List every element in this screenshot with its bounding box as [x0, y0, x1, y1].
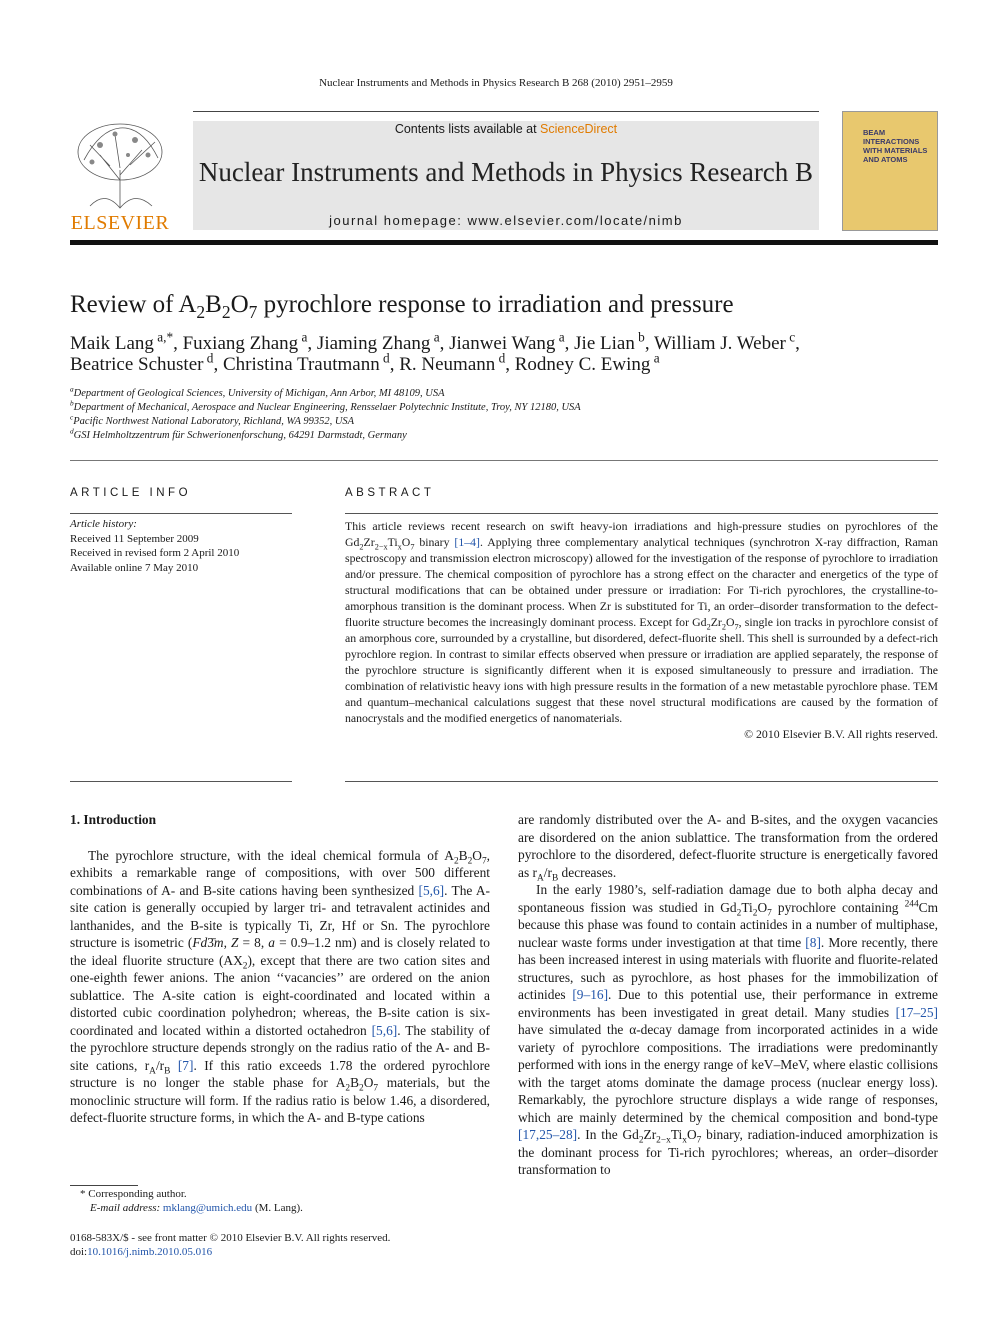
email-link[interactable]: mklang@umich.edu	[162, 1202, 253, 1214]
journal-title: Nuclear Instruments and Methods in Physics Research B	[198, 157, 814, 187]
footnote-rule	[70, 1185, 138, 1186]
abstract-text: This article reviews recent research on swift heavy-ion irradiations and high-pressure studies on pyrochlores of the $Gd_2Zr_{2-x}Ti_xO_7$ binary [1–4]. Applying three complementary analytical techniques (synchrotron X-ray diffraction, Raman spectroscopy and transmission electron microscopy) allowed for the investigation of the response of pyrochlore to irradiation and/or pressure. The chemical composition of pyrochlore has a strong effect on the character and energetics of the type of structural modifications that can be obtained under pressure or irradiation: For Ti-rich pyrochlores, the crystalline-to-amorphous transition is the dominant process. When Zr is substituted for Ti, an order–disorder transformation to the defect-fluorite structure becomes the increasingly dominant process. Except for $Gd_2Zr_2O_7$, single ion tracks in pyrochlore consist of an amorphous core, surrounded by a crystalline, but disordered, defect-fluorite shell. This shell is surrounded by a defect-rich pyrochlore region. In contrast to similar effects observed when pressure or irradiation are applied separately, the response of the pyrochlore structure is significantly different when it is exposed simultaneously to pressure and irradiation. The combination of relativistic heavy ions with high pressure results in the formation of a new metastable pyrochlore phase. TEM and quantum–mechanical calculations suggest that these novel structural modifications are caused by the formation of nanocrystals and the modified energetics of nanomaterials. © 2010 Elsevier B.V. All rights reserved.	[345, 519, 938, 741]
copyright-line: © 2010 Elsevier B.V. All rights reserved.	[744, 727, 938, 741]
affiliations	[70, 384, 581, 443]
publication-info	[70, 1231, 390, 1259]
sciencedirect-link[interactable]: ScienceDirect	[540, 122, 618, 136]
received-date: Received 11 September 2009	[70, 532, 199, 545]
email-note: E-mail address: mklang@umich.edu (M. Lang).	[90, 1202, 303, 1214]
history-label: Article history:	[70, 518, 137, 530]
article-info-label: ARTICLE INFO	[70, 487, 192, 499]
article-history	[70, 517, 239, 575]
body-column-left	[70, 811, 490, 1127]
contents-prefix: Contents lists available at	[394, 122, 541, 136]
corresponding-author-note: * Corresponding author.	[80, 1188, 187, 1200]
journal-banner	[193, 121, 819, 230]
journal-citation: Nuclear Instruments and Methods in Physics Research B 268 (2010) 2951–2959	[319, 77, 673, 89]
author-list	[70, 329, 950, 375]
authors-line-2: Beatrice Schuster $^d$, Christina Trautmann $^d$, R. Neumann $^d$, Rodney C. Ewing $^a$	[70, 350, 660, 375]
affiliation-b: $^b$Department of Mechanical, Aerospace and Nuclear Engineering, Rensselaer Polytechnic Institute, Troy, NY 12180, USA	[70, 398, 581, 413]
contents-line	[193, 121, 819, 136]
cover-title: BEAM INTERACTIONS WITH MATERIALS AND ATOMS	[863, 128, 928, 164]
footnote	[70, 1187, 303, 1215]
header-thick-rule	[70, 240, 938, 245]
affiliation-c: $^c$Pacific Northwest National Laboratory, Richland, WA 99352, USA	[70, 412, 355, 427]
article-info-bottom-rule	[70, 781, 292, 782]
affiliation-a: $^a$Department of Geological Sciences, University of Michigan, Ann Arbor, MI 48109, USA	[70, 384, 445, 399]
abstract-rule	[345, 513, 938, 514]
journal-cover	[842, 111, 938, 231]
affiliation-rule	[70, 460, 938, 461]
revised-date: Received in revised form 2 April 2010	[70, 547, 240, 559]
article-info-rule	[70, 513, 292, 514]
elsevier-wordmark: ELSEVIER	[70, 212, 170, 234]
paragraph: The pyrochlore structure, with the ideal chemical formula of $A_2B_2O_7$, exhibits a remarkable range of compositions, with over 500 different combinations of A- and B-site cations having been synthesized [5,6]. The A-site cation is generally occupied by larger tri- and tetravalent actinides and lanthanides, and the B-site is typically Ti, Zr, Hf or Sn. The pyrochlore structure is isometric (Fd3̄m, Z = 8, a = 0.9–1.2 nm) and is closely related to the ideal fluorite structure $(AX_2)$, except that there are two cation sites and one-eighth fewer anions. The anion ‘‘vacancies’’ are ordered on the anion sublattice. The A-site cation is eight-coordinated and located within a distorted cubic coordination polyhedron; whereas, the B-site cation is six-coordinated and located within a distorted octahedron [5,6]. The stability of the pyrochlore structure depends strongly on the radius ratio of the A- and B-site cations, $r_A/r_B$ [7]. If this ratio exceeds 1.78 the ordered pyrochlore structure is no longer the stable phase for $A_2B_2O_7$ materials, but the monoclinic structure will form. If the radius ratio is below 1.46, a disordered, defect-fluorite structure forms, in which the A- and B-type cations	[70, 847, 490, 1125]
abstract-label: ABSTRACT	[345, 487, 435, 499]
section-heading-introduction: 1. Introduction	[70, 812, 157, 827]
body-column-right	[518, 811, 938, 1179]
paragraph: In the early 1980’s, self-radiation damage due to both alpha decay and spontaneous fission was studied in $Gd_2Ti_2O_7$ pyrochlore containing $^{244}$Cm because this phase was found to contain actinides in a number of multiphase, nuclear waste forms under investigation at that time [8]. More recently, there has been increased interest in using materials with fluorite and fluorite-related structures, such as pyrochlore, as host phases for the immobilization of actinides [9–16]. Due to this potential use, their performance in extreme environments has been investigated in great detail. Many studies [17–25] have simulated the α-decay damage from incorporated actinides in a wide variety of pyrochlore compositions. The irradiations were predominantly performed with ions in the energy range of keV–MeV, where elastic collisions with the target atoms dominate the damage process (nuclear energy loss). Remarkably, the pyrochlore structure displays a wide range of responses, which are mainly determined by the chemical composition and bond-type [17,25–28]. In the $Gd_2Zr_{2-x}Ti_xO_7$ binary, radiation-induced amorphization is the dominant process for Ti-rich pyrochlores; whereas, an order–disorder transformation to	[518, 882, 938, 1177]
paragraph: are randomly distributed over the A- and B-sites, and the oxygen vacancies are disordered on the anion sublattice. The transformation from the ordered pyrochlore to the disordered, defect-fluorite structure is energetically favored as $r_A/r_B$ decreases.	[518, 812, 938, 884]
header-rule	[193, 111, 819, 112]
abstract-bottom-rule	[345, 781, 938, 782]
doi-link[interactable]: 10.1016/j.nimb.2010.05.016	[87, 1246, 213, 1258]
journal-homepage[interactable]: journal homepage: www.elsevier.com/locate/nimb	[329, 213, 683, 228]
article-title: Review of $A_2B_2O_7$ pyrochlore response to irradiation and pressure	[70, 291, 734, 322]
affiliation-d: $^d$GSI Helmholtzzentrum für Schwerionenforschung, 64291 Darmstadt, Germany	[70, 426, 407, 441]
online-date: Available online 7 May 2010	[70, 561, 199, 574]
issn-line: 0168-583X/$ - see front matter © 2010 Elsevier B.V. All rights reserved.	[70, 1232, 391, 1244]
doi-line: doi:10.1016/j.nimb.2010.05.016	[70, 1246, 213, 1258]
authors-line-1: Maik Lang $^{a,*}$, Fuxiang Zhang $^a$, Jiaming Zhang $^a$, Jianwei Wang $^a$, Jie Lian $^b$, William J. Weber $^c$,	[70, 329, 800, 354]
